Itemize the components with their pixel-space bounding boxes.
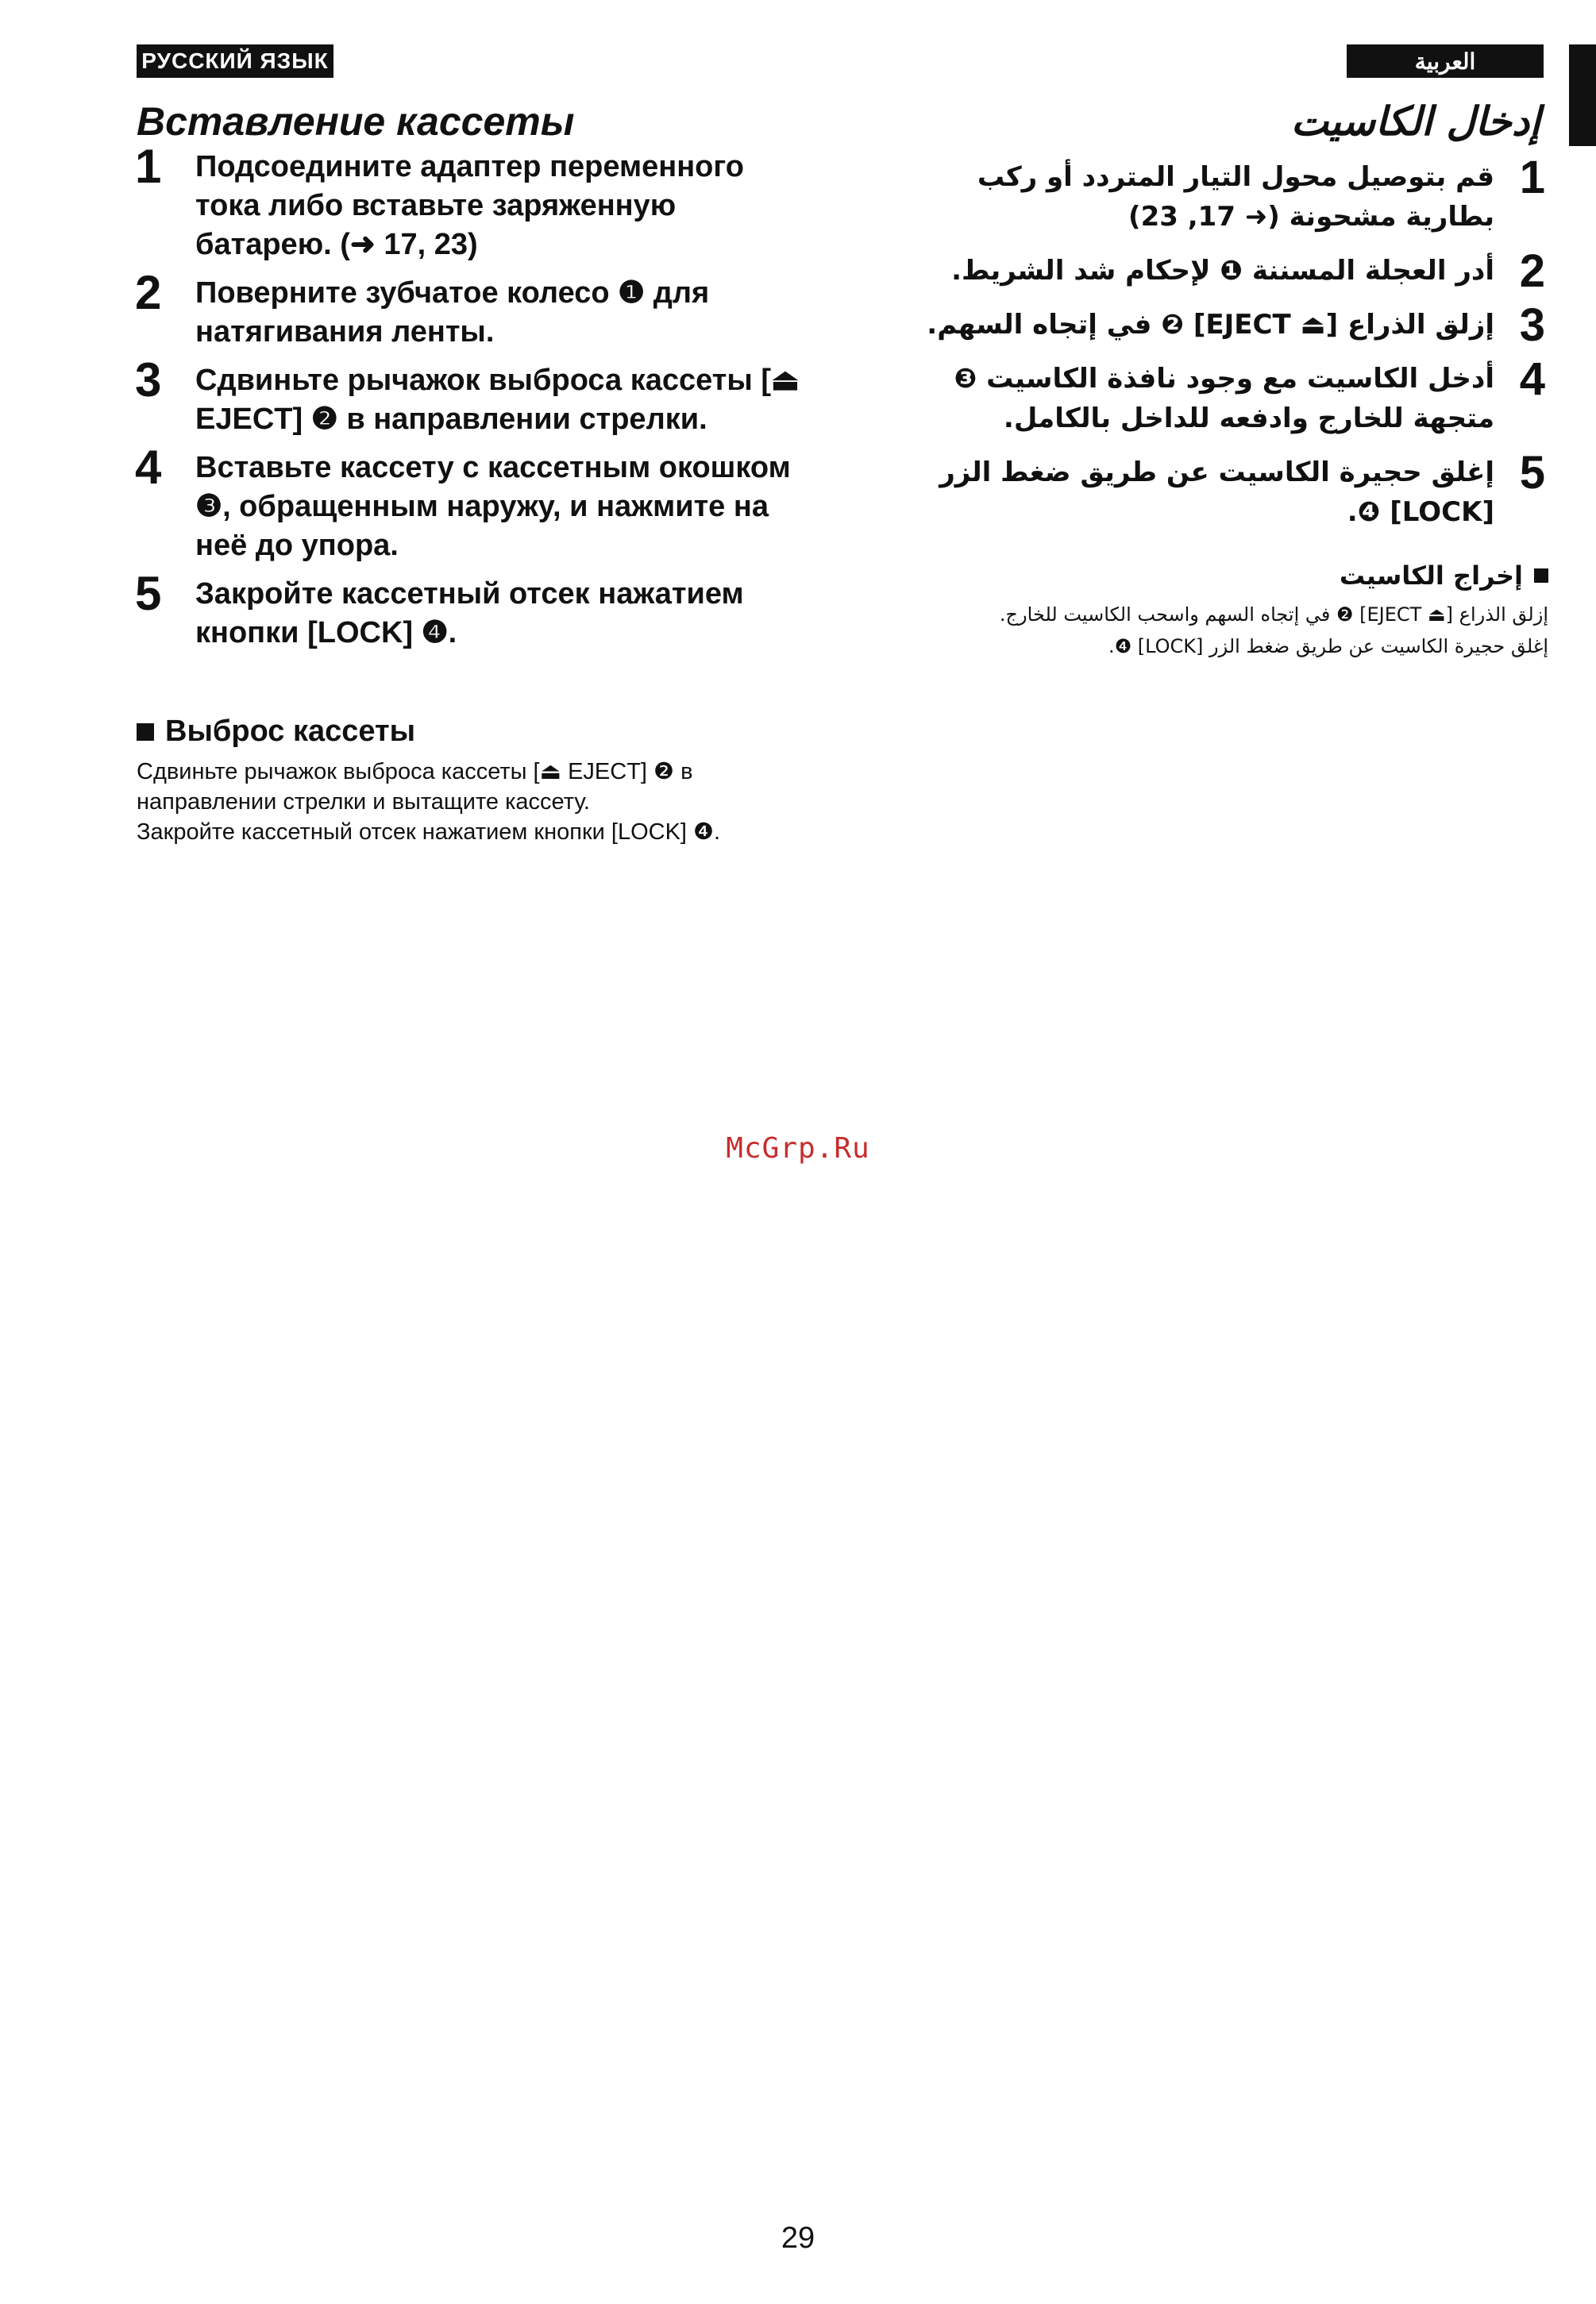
- eject-heading: [137, 715, 804, 749]
- page-title-russian: Вставление кассеты: [137, 99, 575, 144]
- eject-section-arabic: [945, 561, 1548, 662]
- step-number: 4: [135, 441, 162, 494]
- step-item: [135, 266, 802, 352]
- step-item: [910, 353, 1545, 438]
- step-item: [910, 152, 1545, 237]
- square-bullet-icon: [137, 723, 154, 741]
- step-number: 1: [135, 140, 162, 193]
- step-item: [910, 447, 1545, 532]
- page-title-arabic: إدخال الكاسيت: [1290, 98, 1540, 144]
- eject-line: إزلق الذراع [⏏ EJECT] ❷ في إتجاه السهم واسحب الكاسيت للخارج.: [999, 603, 1548, 626]
- eject-line: Закройте кассетный отсек нажатием кнопки [LOCK] ❹.: [137, 819, 721, 845]
- step-text: Сдвиньте рычажок выброса кассеты [⏏ EJECT] ❷ в направлении стрелки.: [195, 364, 800, 436]
- eject-heading-text: إخراج الكاسيت: [1339, 561, 1523, 591]
- eject-line: Сдвиньте рычажок выброса кассеты [⏏ EJECT] ❷ в направлении стрелки и вытащите кассету.: [137, 759, 693, 815]
- step-number: 2: [1519, 245, 1545, 297]
- eject-heading: [945, 561, 1548, 591]
- step-item: [135, 441, 802, 565]
- page-edge-tab: [1569, 44, 1596, 146]
- eject-body: [137, 757, 804, 847]
- step-number: 2: [135, 266, 162, 319]
- step-text: Закройте кассетный отсек нажатием кнопки [LOCK] ❹.: [195, 577, 744, 649]
- step-text: Поверните зубчатое колесо ❶ для натягивания ленты.: [195, 276, 710, 349]
- step-text: Вставьте кассету с кассетным окошком ❸, обращенным наружу, и нажмите на неё до упора.: [195, 451, 791, 562]
- step-text: إغلق حجيرة الكاسيت عن طريق ضغط الزر [LOCK] ❹.: [939, 457, 1494, 528]
- step-text: أدر العجلة المسننة ❶ لإحكام شد الشريط.: [951, 255, 1494, 287]
- steps-list-arabic: [910, 152, 1545, 546]
- step-text: إزلق الذراع [⏏ EJECT] ❷ في إتجاه السهم.: [927, 309, 1494, 341]
- step-item: [910, 245, 1545, 297]
- step-number: 3: [135, 353, 162, 406]
- square-bullet-icon: [1534, 568, 1548, 583]
- language-badge-russian: РУССКИЙ ЯЗЫК: [137, 44, 333, 78]
- step-item: [135, 567, 802, 653]
- eject-heading-text: Выброс кассеты: [165, 715, 416, 748]
- eject-section-russian: [137, 715, 804, 847]
- language-badge-arabic: العربية: [1347, 44, 1544, 78]
- step-text: قم بتوصيل محول التيار المتردد أو ركب بطارية مشحونة (➜ 17, 23): [977, 161, 1494, 233]
- page-number: 29: [781, 2221, 815, 2255]
- step-item: [135, 353, 802, 439]
- step-number: 1: [1519, 152, 1545, 203]
- watermark: McGrp.Ru: [726, 1132, 870, 1165]
- eject-line: إغلق حجيرة الكاسيت عن طريق ضغط الزر [LOCK] ❹.: [1108, 635, 1548, 657]
- step-number: 5: [1519, 447, 1545, 499]
- step-text: أدخل الكاسيت مع وجود نافذة الكاسيت ❸ متجهة للخارج وادفعه للداخل بالكامل.: [954, 363, 1494, 434]
- step-text: Подсоедините адаптер переменного тока либо вставьте заряженную батарею. (➜ 17, 23): [195, 150, 744, 261]
- step-number: 3: [1519, 299, 1545, 351]
- step-item: [135, 140, 802, 264]
- step-number: 4: [1519, 353, 1545, 405]
- eject-body: [945, 599, 1548, 662]
- step-number: 5: [135, 567, 162, 620]
- steps-list-russian: [135, 140, 802, 662]
- step-item: [910, 299, 1545, 351]
